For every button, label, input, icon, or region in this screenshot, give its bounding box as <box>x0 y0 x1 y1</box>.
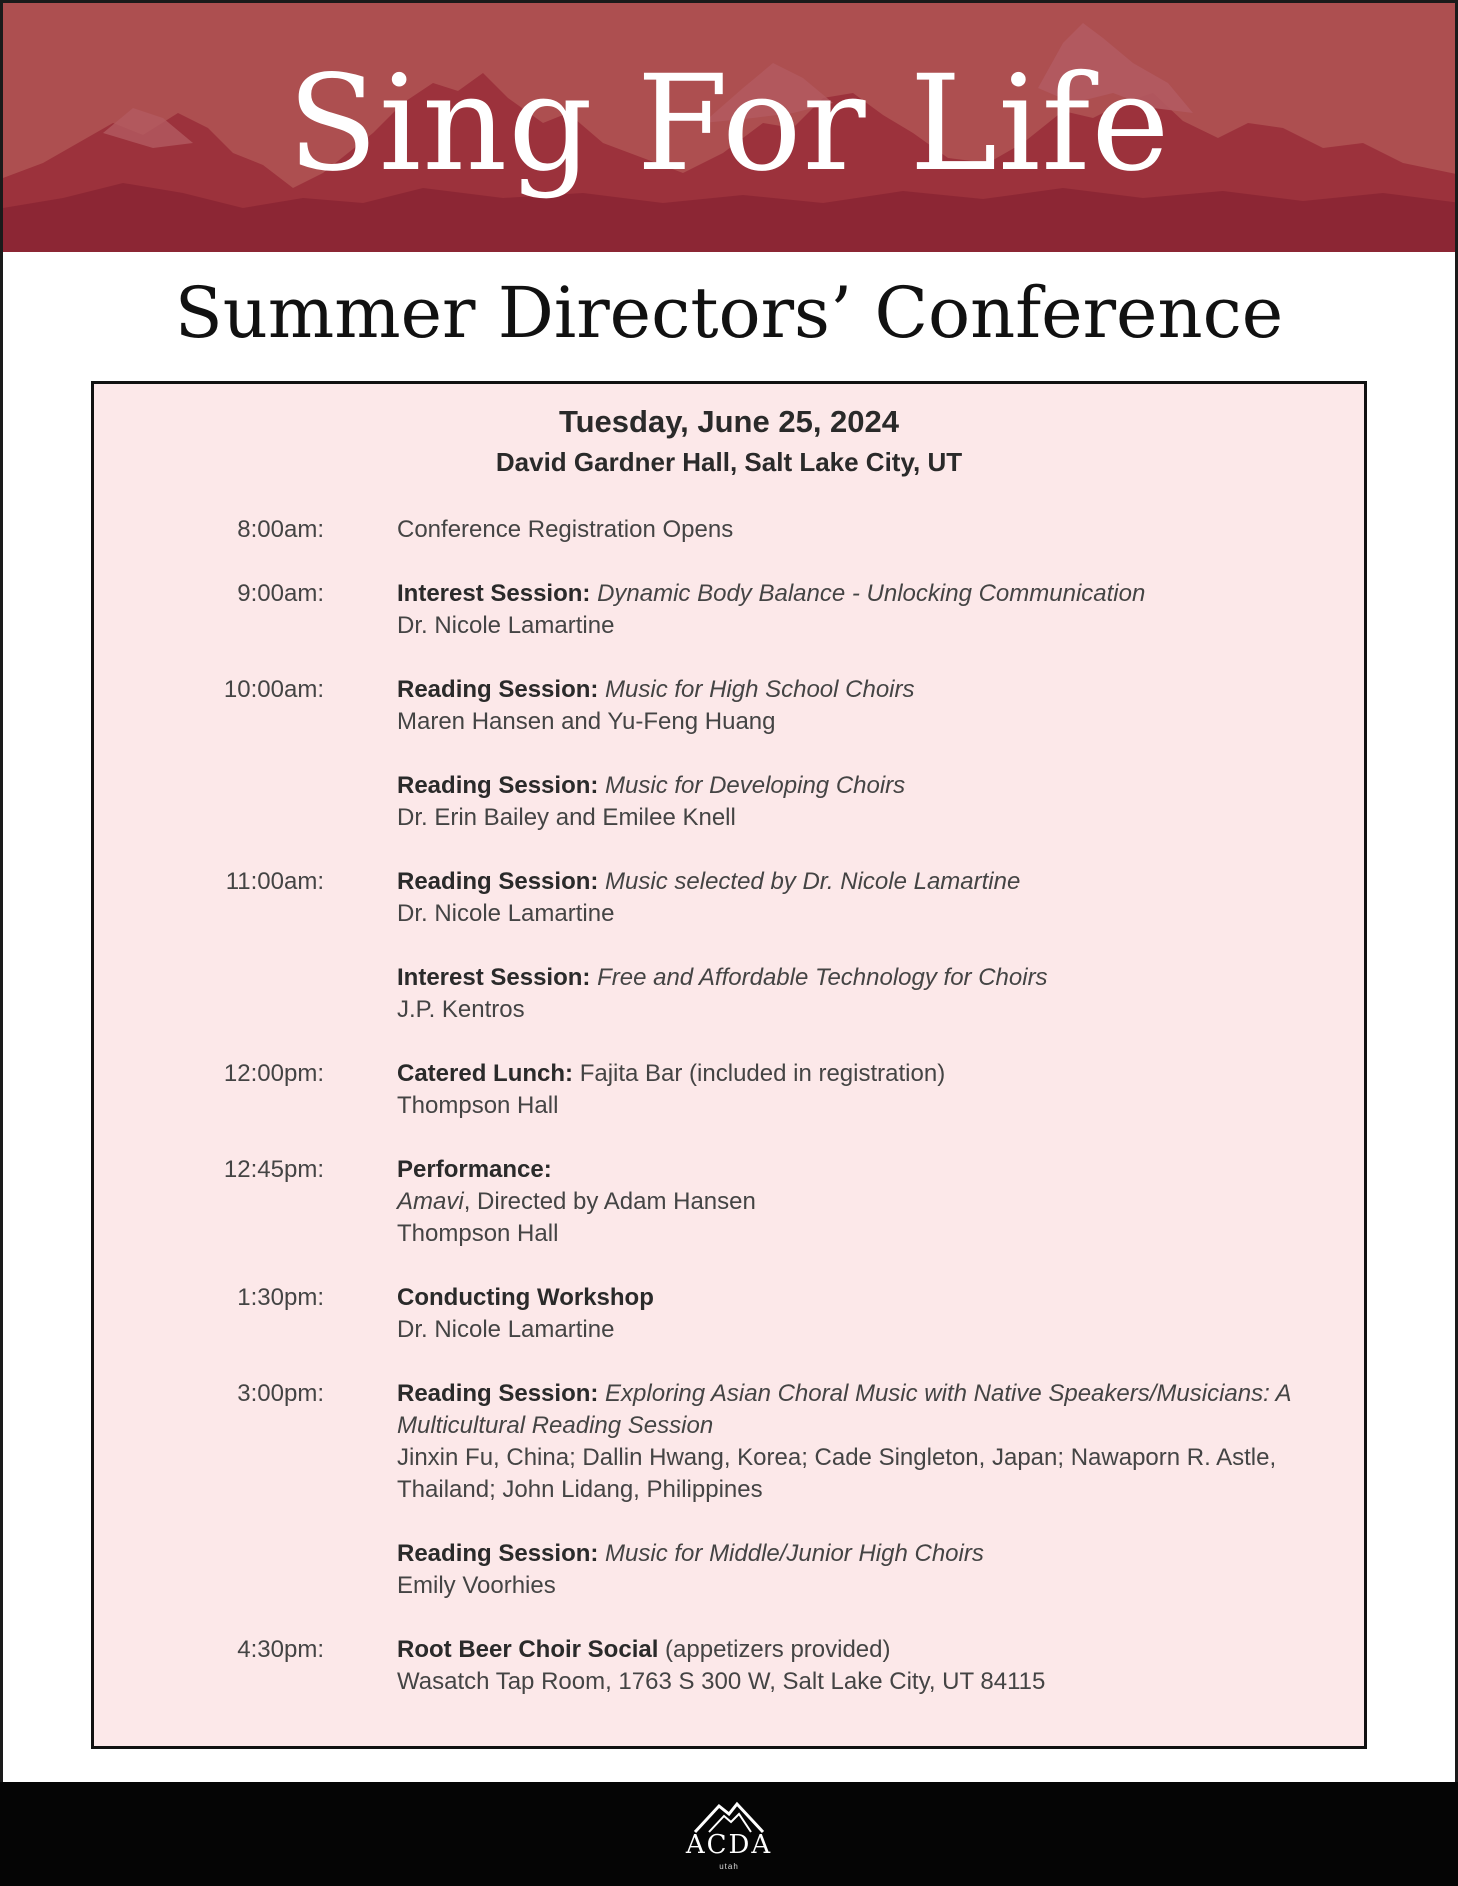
session-type: Reading Session: <box>397 676 599 703</box>
schedule-entry <box>397 770 1297 834</box>
schedule-line <box>397 770 1297 802</box>
session-title: Music selected by Dr. Nicole Lamartine <box>605 868 1021 895</box>
schedule-line <box>397 1410 1297 1442</box>
schedule-line <box>397 674 1297 706</box>
session-detail: Thailand; John Lidang, Philippines <box>397 1476 763 1503</box>
schedule-entry <box>397 1538 1297 1602</box>
session-detail: Dr. Nicole Lamartine <box>397 900 615 927</box>
schedule-line <box>397 1442 1297 1474</box>
schedule-line <box>397 994 1297 1026</box>
schedule-line <box>397 1090 1297 1122</box>
schedule-line <box>397 610 1297 642</box>
schedule-box <box>91 381 1367 1749</box>
session-detail: Dr. Erin Bailey and Emilee Knell <box>397 804 736 831</box>
session-type: Conducting Workshop <box>397 1284 654 1311</box>
mountain-peaks-icon <box>679 1800 779 1834</box>
schedule-line <box>397 1378 1297 1410</box>
session-detail: , Directed by Adam Hansen <box>463 1188 756 1215</box>
schedule-time: 1:30pm: <box>237 1284 324 1311</box>
schedule-line <box>397 1570 1297 1602</box>
schedule-line <box>397 1058 1297 1090</box>
schedule-line <box>397 1186 1297 1218</box>
schedule-entry <box>397 1634 1297 1698</box>
logo-subtext: utah <box>719 1862 739 1871</box>
schedule-time: 12:45pm: <box>223 1156 324 1183</box>
footer-bar <box>0 1782 1458 1886</box>
schedule-entry <box>397 514 1297 546</box>
schedule-line <box>397 578 1297 610</box>
session-type: Reading Session: <box>397 1540 599 1567</box>
left-frame-border <box>0 252 3 1782</box>
session-detail: Dr. Nicole Lamartine <box>397 1316 615 1343</box>
schedule-line <box>397 706 1297 738</box>
schedule-entry <box>397 866 1297 930</box>
session-title: Multicultural Reading Session <box>397 1412 714 1439</box>
session-detail: Dr. Nicole Lamartine <box>397 612 615 639</box>
session-type: Reading Session: <box>397 1380 599 1407</box>
schedule-entry <box>397 674 1297 738</box>
session-title: Amavi <box>397 1188 464 1215</box>
session-type: Root Beer Choir Social <box>397 1636 659 1663</box>
session-detail: Maren Hansen and Yu-Feng Huang <box>397 708 776 735</box>
schedule-entry <box>397 1154 1297 1250</box>
schedule-line <box>397 802 1297 834</box>
conference-subtitle: Summer Directors’ Conference <box>174 272 1284 354</box>
schedule-line <box>397 1666 1297 1698</box>
session-detail: Wasatch Tap Room, 1763 S 300 W, Salt Lake City, UT 84115 <box>397 1668 1046 1695</box>
session-detail: Fajita Bar (included in registration) <box>579 1060 946 1087</box>
session-title: Free and Affordable Technology for Choirs <box>597 964 1048 991</box>
session-type: Catered Lunch: <box>397 1060 574 1087</box>
schedule-line <box>397 962 1297 994</box>
schedule-entry <box>397 1058 1297 1122</box>
session-detail: Jinxin Fu, China; Dallin Hwang, Korea; Cade Singleton, Japan; Nawaporn R. Astle, <box>397 1444 1277 1471</box>
schedule-line <box>397 1154 1297 1186</box>
schedule-time: 8:00am: <box>237 516 324 543</box>
session-detail: Conference Registration Opens <box>397 516 734 543</box>
acda-logo <box>679 1800 779 1876</box>
session-title: Music for Developing Choirs <box>605 772 906 799</box>
schedule-line <box>397 866 1297 898</box>
session-type: Interest Session: <box>397 964 591 991</box>
header-banner <box>0 0 1458 252</box>
schedule-time: 10:00am: <box>223 676 324 703</box>
session-title: Music for High School Choirs <box>605 676 915 703</box>
schedule-time: 9:00am: <box>237 580 324 607</box>
schedule-line <box>397 514 1297 546</box>
schedule-entry <box>397 962 1297 1026</box>
session-type: Interest Session: <box>397 580 591 607</box>
schedule-entry <box>397 1282 1297 1346</box>
schedule-line <box>397 1314 1297 1346</box>
schedule-line <box>397 1218 1297 1250</box>
schedule-line <box>397 898 1297 930</box>
schedule-time: 3:00pm: <box>237 1380 324 1407</box>
session-detail: Emily Voorhies <box>397 1572 556 1599</box>
logo-text: ACDA <box>685 1830 773 1860</box>
session-detail: Thompson Hall <box>397 1092 559 1119</box>
schedule-line <box>397 1474 1297 1506</box>
session-title: Exploring Asian Choral Music with Native Speakers/Musicians: A <box>605 1380 1292 1407</box>
schedule-time: 4:30pm: <box>237 1636 324 1663</box>
session-title: Dynamic Body Balance - Unlocking Communication <box>597 580 1146 607</box>
session-type: Reading Session: <box>397 772 599 799</box>
schedule-entry <box>397 578 1297 642</box>
session-detail: Thompson Hall <box>397 1220 559 1247</box>
session-detail: (appetizers provided) <box>665 1636 891 1663</box>
schedule-time: 12:00pm: <box>223 1060 324 1087</box>
schedule-entry <box>397 1378 1297 1506</box>
session-type: Performance: <box>397 1156 552 1183</box>
session-detail: J.P. Kentros <box>397 996 525 1023</box>
schedule-line <box>397 1538 1297 1570</box>
banner-title: Sing For Life <box>287 47 1171 201</box>
session-title: Music for Middle/Junior High Choirs <box>605 1540 984 1567</box>
schedule-line <box>397 1282 1297 1314</box>
schedule-line <box>397 1634 1297 1666</box>
session-type: Reading Session: <box>397 868 599 895</box>
schedule-time: 11:00am: <box>225 868 324 895</box>
schedule-venue: David Gardner Hall, Salt Lake City, UT <box>495 447 963 477</box>
schedule-date: Tuesday, June 25, 2024 <box>558 404 900 439</box>
